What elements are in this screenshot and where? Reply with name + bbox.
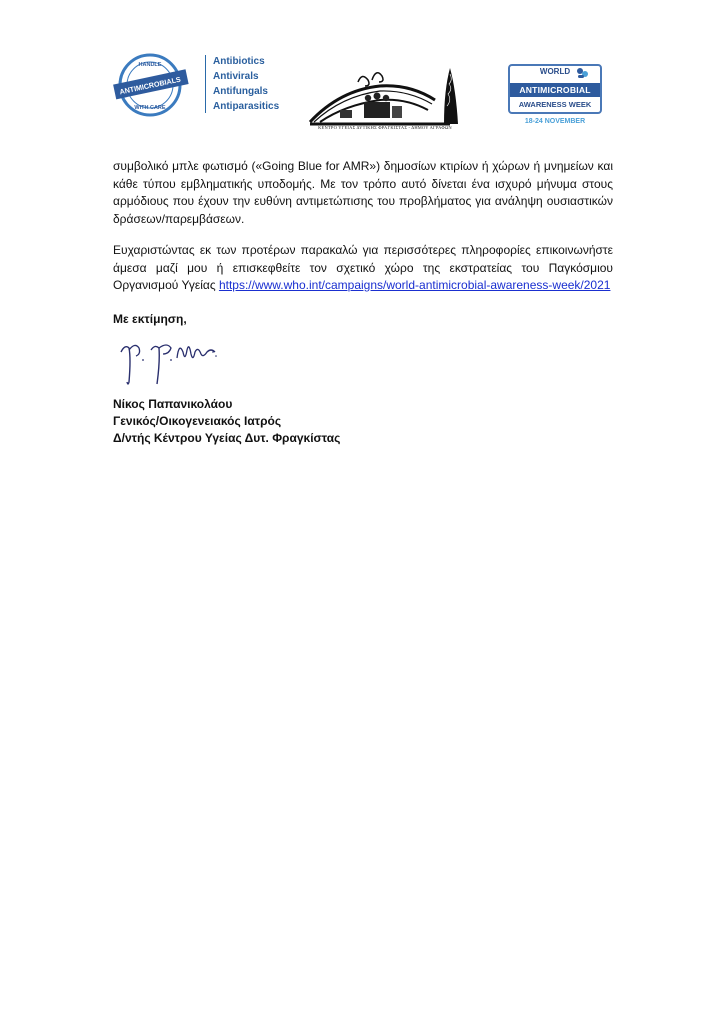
waaw-antimicrobial: ANTIMICROBIAL [510, 83, 600, 97]
handwritten-signature [115, 330, 225, 390]
list-item: Antifungals [213, 86, 268, 97]
signatory-name: Νίκος Παπανικολάου [113, 396, 233, 411]
signatory-title: Γενικός/Οικογενειακός Ιατρός [113, 413, 282, 428]
letter-body [113, 158, 613, 447]
who-campaign-link[interactable]: https://www.who.int/campaigns/world-antimicrobial-awareness-week/2021 [218, 278, 611, 292]
closing-salutation: Με εκτίμηση, [113, 311, 187, 326]
waaw-awareness-week: AWARENESS WEEK [518, 100, 592, 109]
logo-ring-bottom: WITH CARE [134, 105, 166, 111]
handle-antimicrobials-logo [112, 52, 200, 118]
logo-divider [205, 55, 206, 113]
logo-ring-top: HANDLE [138, 62, 162, 68]
signatory-block [113, 396, 613, 447]
list-item: Antibiotics [213, 56, 265, 67]
paragraph-contact [113, 242, 613, 295]
waaw-dates: 18-24 NOVEMBER [524, 118, 586, 125]
waaw-world: WORLD [539, 67, 571, 76]
health-centre-caption: ΚΕΝΤΡΟ ΥΓΕΙΑΣ ΔΥΤΙΚΗΣ ΦΡΑΓΚΙΣΤΑΣ - ΔΗΜΟΥ ΑΓΡΑΦΩΝ [318, 125, 452, 130]
antimicrobial-types-list [213, 54, 303, 114]
signatory-role: Δ/ντής Κέντρου Υγείας Δυτ. Φραγκίστας [113, 430, 341, 445]
logo-band-text: ANTIMICROBIALS [118, 74, 182, 97]
letterhead [0, 0, 724, 150]
list-item: Antivirals [213, 71, 259, 82]
paragraph-going-blue: συμβολικό μπλε φωτισμό («Going Blue for AMR») δημοσίων κτιρίων ή χώρων ή μνημείων και κάθε τύπου εμβληματικής υποδομής. Με τον τρόπο αυτό δίνεται ένα ισχυρό μήνυμα στους αρμόδιους που έχουν την ευθύνη αντιμετώπισης του προβλήματος για ανάληψη ουσιαστικών δράσεων/παρεμβάσεων. [113, 159, 613, 226]
list-item: Antiparasitics [213, 101, 280, 112]
paragraph-contact-text: Ευχαριστώντας εκ των προτέρων παρακαλώ για περισσότερες πληροφορίες επικοινωνήστε άμεσα μαζί μου ή επισκεφθείτε τον σχετικό χώρο της εκστρατείας του Παγκόσμιου Οργανισμού Υγείας [113, 243, 613, 292]
